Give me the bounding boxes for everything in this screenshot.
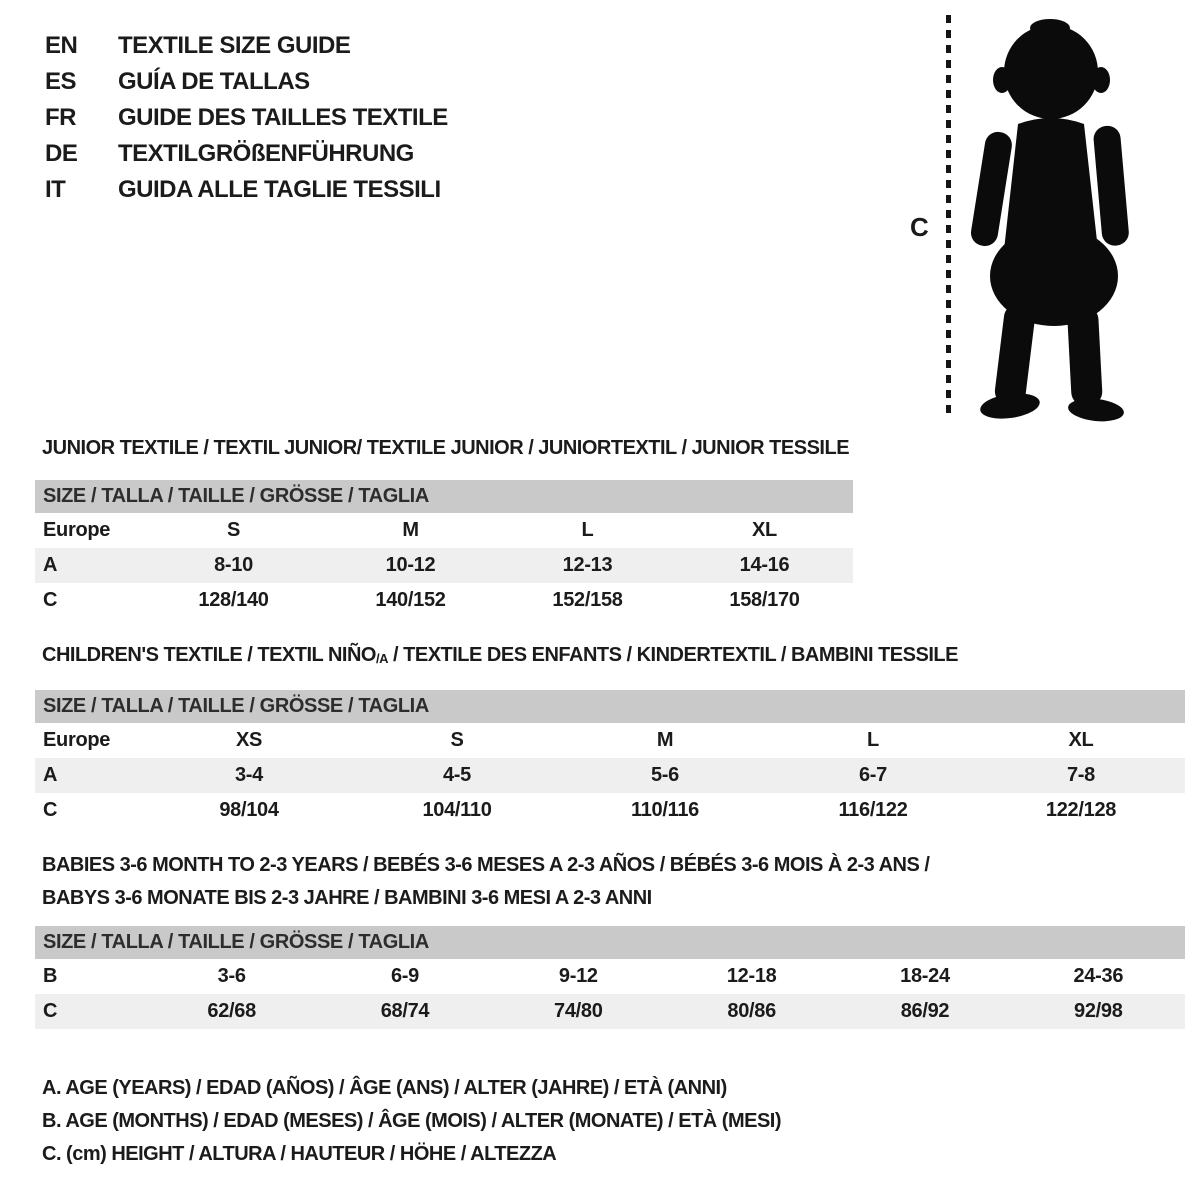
- table-cell: 128/140: [198, 589, 269, 611]
- table-cell: 7-8: [1066, 764, 1095, 786]
- section-title-babies: [42, 849, 929, 915]
- language-title: TEXTILE SIZE GUIDE: [118, 32, 351, 59]
- row-label: Europe: [43, 729, 111, 751]
- table-cell: M: [656, 729, 674, 751]
- table-cell: 98/104: [219, 799, 279, 821]
- table-row: [35, 758, 1185, 793]
- table-row: [35, 548, 853, 583]
- row-label: Europe: [43, 519, 111, 541]
- table-cell: 80/86: [727, 1000, 776, 1022]
- table-cell: 68/74: [380, 1000, 430, 1022]
- language-row: [45, 136, 448, 172]
- language-code: ES: [45, 68, 77, 95]
- language-code: FR: [45, 104, 76, 131]
- language-row: [45, 64, 448, 100]
- section-title-junior: JUNIOR TEXTILE / TEXTIL JUNIOR/ TEXTILE JUNIOR / JUNIORTEXTIL / JUNIOR TESSILE: [42, 437, 850, 459]
- table-cell: 152/158: [552, 589, 623, 611]
- size-table-babies: [35, 926, 1185, 1029]
- table-cell: 158/170: [729, 589, 800, 611]
- language-row: [45, 100, 448, 136]
- language-title: TEXTILGRÖßENFÜHRUNG: [118, 140, 414, 167]
- table-cell: 18-24: [900, 965, 950, 987]
- language-title: GUIDE DES TAILLES TEXTILE: [118, 104, 448, 131]
- size-header-bar: SIZE / TALLA / TAILLE / GRÖSSE / TAGLIA: [35, 926, 1185, 959]
- table-cell: 74/80: [554, 1000, 603, 1022]
- table-cell: 122/128: [1045, 799, 1117, 821]
- table-cell: 14-16: [739, 554, 790, 576]
- table-cell: 5-6: [650, 764, 679, 786]
- table-row: [35, 994, 1185, 1029]
- row-label: A: [43, 554, 58, 576]
- table-cell: L: [867, 729, 879, 751]
- table-cell: 116/122: [838, 799, 908, 821]
- height-measure-line: [946, 15, 951, 418]
- section-title-children: [42, 641, 958, 671]
- table-cell: 4-5: [442, 764, 471, 786]
- table-row: [35, 583, 853, 618]
- height-measure-label: C: [910, 212, 929, 242]
- legend: [42, 1072, 781, 1171]
- language-code: DE: [45, 140, 78, 167]
- table-row: [35, 793, 1185, 828]
- table-cell: 6-9: [390, 965, 419, 987]
- table-cell: 10-12: [385, 554, 436, 576]
- section-title-children-post: / TEXTILE DES ENFANTS / KINDERTEXTIL / BAMBINI TESSILE: [387, 644, 958, 666]
- table-cell: XL: [752, 519, 777, 541]
- language-code: EN: [45, 32, 78, 59]
- size-header-bar: SIZE / TALLA / TAILLE / GRÖSSE / TAGLIA: [35, 690, 1185, 723]
- table-row: [35, 959, 1185, 994]
- legend-line-b: B. AGE (MONTHS) / EDAD (MESES) / ÂGE (MOIS) / ALTER (MONATE) / ETÀ (MESI): [42, 1110, 782, 1132]
- table-cell: 8-10: [214, 554, 253, 576]
- table-cell: 12-18: [726, 965, 777, 987]
- table-cell: 3-4: [234, 764, 263, 786]
- table-cell: S: [450, 729, 464, 751]
- section-title-children-pre: CHILDREN'S TEXTILE / TEXTIL NIÑO: [42, 644, 376, 666]
- row-label: C: [43, 589, 58, 611]
- table-cell: M: [402, 519, 419, 541]
- table-cell: XS: [235, 729, 263, 751]
- section-title-children-sub: /A: [375, 651, 388, 666]
- toddler-silhouette-icon: [958, 12, 1148, 424]
- table-row: [35, 513, 853, 548]
- table-cell: 3-6: [217, 965, 246, 987]
- legend-line-c: C. (cm) HEIGHT / ALTURA / HAUTEUR / HÖHE / ALTEZZA: [42, 1143, 557, 1165]
- row-label: C: [43, 799, 58, 821]
- row-label: A: [43, 764, 58, 786]
- table-cell: 6-7: [858, 764, 887, 786]
- language-row: [45, 28, 448, 64]
- language-title-list: [45, 28, 448, 208]
- section-title-babies-line1: BABIES 3-6 MONTH TO 2-3 YEARS / BEBÉS 3-6 MESES A 2-3 AÑOS / BÉBÉS 3-6 MOIS À 2-3 ANS /: [42, 854, 930, 876]
- language-row: [45, 172, 448, 208]
- size-header-bar: SIZE / TALLA / TAILLE / GRÖSSE / TAGLIA: [35, 480, 853, 513]
- row-label: B: [43, 965, 58, 987]
- table-cell: L: [581, 519, 594, 541]
- row-label: C: [43, 1000, 58, 1022]
- table-row: [35, 723, 1185, 758]
- table-cell: 12-13: [562, 554, 613, 576]
- table-cell: 92/98: [1074, 1000, 1123, 1022]
- table-cell: 104/110: [422, 799, 492, 821]
- table-cell: XL: [1068, 729, 1094, 751]
- table-cell: 110/116: [631, 799, 699, 821]
- size-table-children: [35, 690, 1185, 828]
- table-cell: 24-36: [1073, 965, 1124, 987]
- table-cell: 62/68: [207, 1000, 256, 1022]
- language-title: GUÍA DE TALLAS: [118, 68, 310, 95]
- size-table-junior: [35, 480, 853, 618]
- section-title-babies-line2: BABYS 3-6 MONATE BIS 2-3 JAHRE / BAMBINI 3-6 MESI A 2-3 ANNI: [42, 887, 652, 909]
- table-cell: S: [226, 519, 241, 541]
- language-title: GUIDA ALLE TAGLIE TESSILI: [118, 176, 441, 203]
- legend-line-a: A. AGE (YEARS) / EDAD (AÑOS) / ÂGE (ANS) / ALTER (JAHRE) / ETÀ (ANNI): [42, 1077, 727, 1099]
- table-cell: 86/92: [900, 1000, 950, 1022]
- table-cell: 140/152: [375, 589, 446, 611]
- language-code: IT: [45, 176, 66, 203]
- table-cell: 9-12: [558, 965, 598, 987]
